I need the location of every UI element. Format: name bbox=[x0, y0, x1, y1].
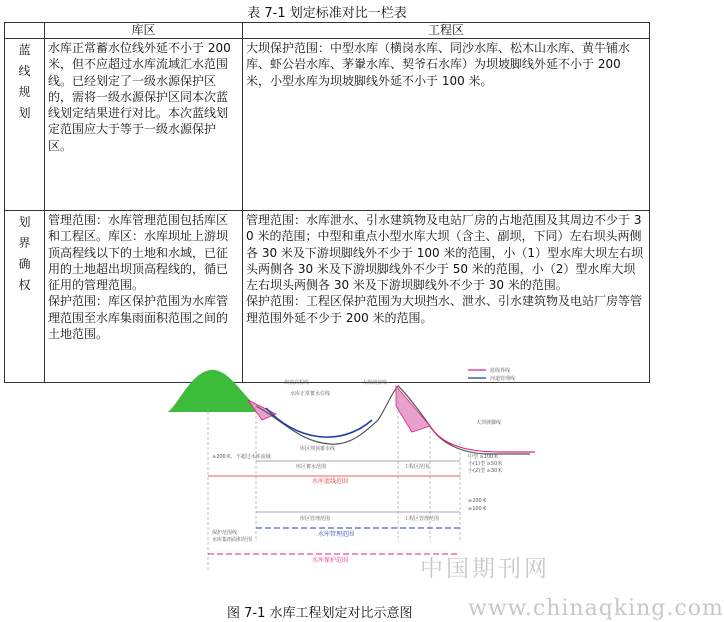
label-mgmt-mid-high: 中型 ≥100米 bbox=[468, 454, 499, 460]
hill-shape bbox=[168, 370, 256, 412]
row-head-char: 划 bbox=[18, 106, 31, 120]
header-reservoir: 库区 bbox=[45, 23, 243, 39]
label-mgmt-right: 工程区管理范围 bbox=[404, 516, 440, 522]
figure-caption: 图 7-1 水库工程划定对比示意图 bbox=[227, 606, 413, 621]
cell-blue-line-reservoir: 水库正常蓄水位线外延不小于 200 米，但不应超过水库流域汇水范围线。已经划定了一级水源保护区的，需将一级水源保护区同本次蓝线划定结果进行对比。本次蓝线划定范围应大于等于一级水源保护区。 bbox=[45, 39, 243, 211]
row-head-char: 界 bbox=[18, 236, 31, 250]
water-arc bbox=[266, 408, 372, 437]
label-gt200: ≥200米，不超过水库流域 bbox=[212, 454, 271, 460]
header-engineering: 工程区 bbox=[243, 23, 650, 39]
reservoir-diagram bbox=[0, 362, 654, 602]
row-head-char: 划 bbox=[18, 215, 31, 229]
label-mgmt-total: 水库管理范围 bbox=[318, 531, 355, 538]
cell-blue-line-engineering: 大坝保护范围：中型水库（横岗水库、同沙水库、松木山水库、黄牛铺水库、虾公岩水库、茅輋水库、契爷石水库）为坝坡脚线外延不小于 200 米，小型水库为坝坡脚线外延不小于 100 米。 bbox=[243, 39, 650, 211]
table-row-boundary bbox=[5, 211, 650, 383]
legend-label-1: 蓝线界线 bbox=[490, 368, 511, 374]
row-head-blue-line bbox=[5, 39, 45, 211]
label-prot-total: 水库保护范围 bbox=[312, 557, 349, 564]
cell-boundary-engineering: 管理范围：水库泄水、引水建筑物及电站厂房的占地范围及其周边不少于 30 米的范围；中型和重点小型水库大坝（含主、副坝，下同）左右坝头两侧各 30 米及下游坝脚线外不少于 100 米的范围，小（1）型水库大坝左右坝头两侧各 30 米及下游坝脚线外不少于 50 米的范围，小（2）型水库大坝左右坝头两侧各 30 米及下游坝脚线外不少于 30 米的范围。 保护范围：工程区保护范围为大坝挡水、泄水、引水建筑物及电站厂房等管理范围外延不少于 200 米的范围。 bbox=[243, 211, 650, 383]
label-normal-level: 水库正常蓄水位线 bbox=[290, 391, 331, 397]
row-head-boundary bbox=[5, 211, 45, 383]
row-head-char: 线 bbox=[18, 64, 31, 78]
table-title: 表 7-1 划定标准对比一栏表 bbox=[247, 6, 407, 21]
label-engineering-area: 工程区范围 bbox=[404, 464, 430, 470]
watermark-site-url: www.chinaqking.com bbox=[468, 596, 724, 621]
cell-boundary-reservoir: 管理范围：水库管理范围包括库区和工程区。库区：水库坝址上游坝顶高程线以下的土地和水域，已征用的土地超出坝顶高程线的，循已征用的管理范围。 保护范围：库区保护范围为水库管理范围至水库集雨面积范围之间的土地范围。 bbox=[45, 211, 243, 383]
label-prot-left: 保护范围线 bbox=[212, 530, 238, 536]
row-head-char: 蓝 bbox=[18, 43, 31, 57]
row-head-char: 规 bbox=[18, 85, 31, 99]
row-head-char: 权 bbox=[18, 278, 31, 292]
label-blue-line-range: 水库蓝线范围 bbox=[312, 478, 349, 485]
comparison-table bbox=[4, 22, 650, 383]
label-mgmt-left: 库区管理范围 bbox=[300, 516, 331, 522]
header-blank bbox=[5, 23, 45, 39]
label-dam-top: 大坝坝顶线 bbox=[362, 380, 388, 386]
label-prot-left2: 水库集雨面积范围 bbox=[212, 537, 253, 543]
label-level-baseline: 库区坝顶蓄水线 bbox=[300, 446, 336, 452]
label-prot-right2: ≥100米 bbox=[468, 506, 487, 512]
label-mgmt-mid-small: 小(1)型 ≥50米 bbox=[468, 461, 503, 467]
table-row-blue-line bbox=[5, 39, 650, 211]
legend-label-2: 河道管理线 bbox=[490, 376, 516, 382]
river-line bbox=[430, 426, 535, 452]
watermark-site-cn: 中国期刊网 bbox=[420, 556, 550, 582]
label-reservoir-area: 库区蓄水范围 bbox=[296, 464, 327, 470]
label-dam-toe: 大坝坡脚线 bbox=[476, 420, 502, 426]
label-dam-crest: 坝顶高程线 bbox=[284, 380, 310, 386]
table-header-row bbox=[5, 23, 650, 39]
label-mgmt-low: 小(2)型 ≥30米 bbox=[468, 468, 503, 474]
label-prot-right: ≥200米 bbox=[468, 498, 487, 504]
row-head-char: 确 bbox=[18, 257, 31, 271]
dam-hatch bbox=[396, 386, 430, 432]
